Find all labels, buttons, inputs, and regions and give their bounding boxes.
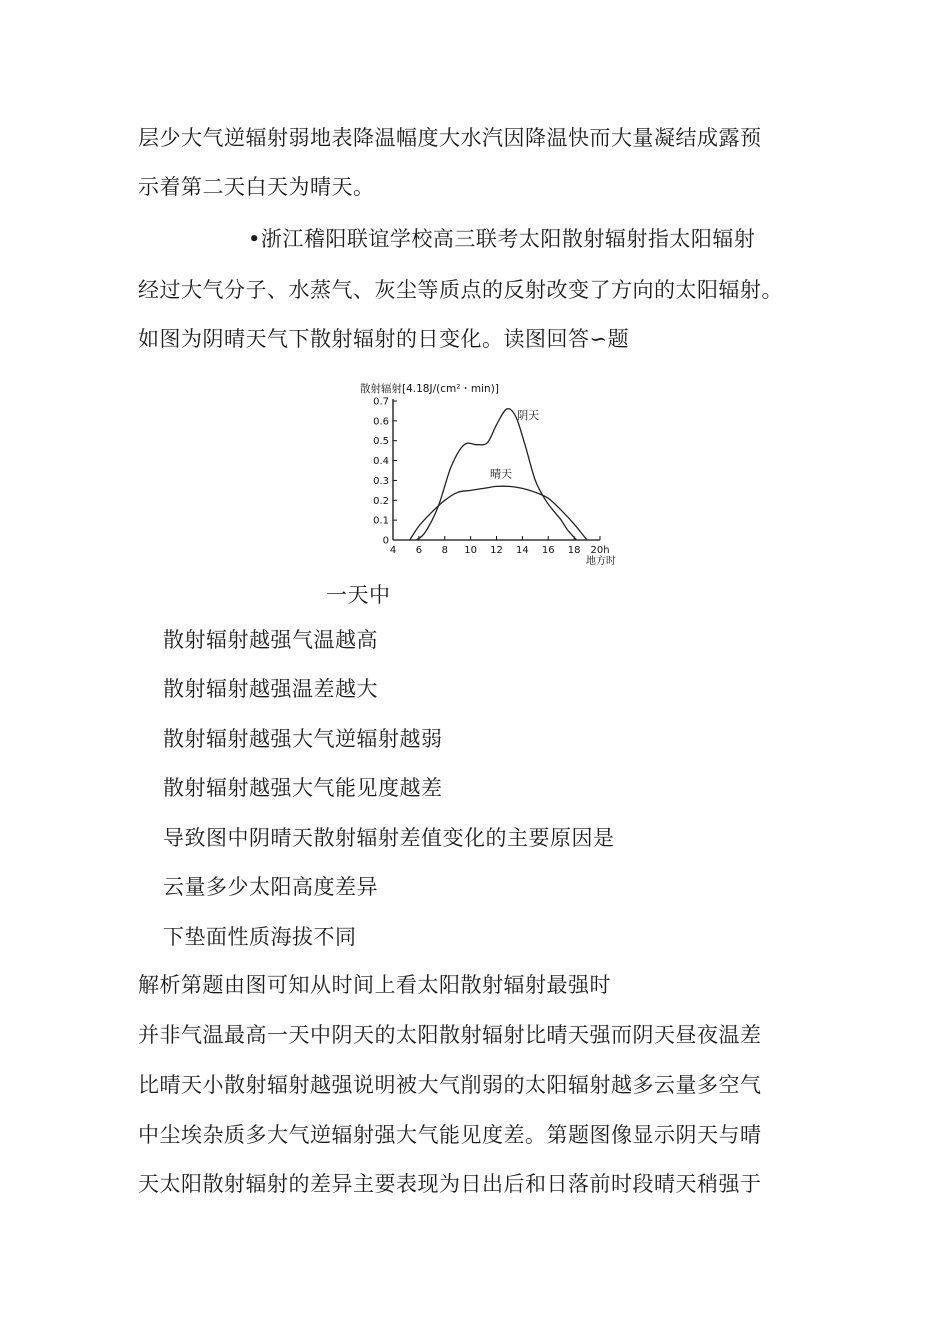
analysis-line: 比晴天小散射辐射越强说明被大气削弱的太阳辐射越多云量多空气 [138,1073,762,1097]
x-tick-label: 4 [389,545,397,556]
x-tick-label: 12 [490,545,503,556]
diffuse-radiation-chart [352,378,632,573]
series-label-overcast: 阴天 [517,408,540,422]
y-tick-label: 0.6 [373,416,389,428]
x-axis-label: 地方时 [586,556,616,567]
analysis-line: 解析第题由图可知从时间上看太阳散射辐射最强时 [138,973,611,997]
y-tick-label: 0.5 [373,436,389,448]
analysis-line: 并非气温最高一天中阴天的太阳散射辐射比晴天强而阴天昼夜温差 [138,1023,762,1047]
analysis-line: 天太阳散射辐射的差异主要表现为日出后和日落前时段晴天稍强于 [138,1172,762,1196]
question-intro-line: 如图为阴晴天气下散射辐射的日变化。读图回答∽题 [138,327,630,351]
series-label-sunny: 晴天 [490,467,513,481]
chart-svg [352,378,632,573]
x-tick-label: 10 [464,545,477,556]
option-q1: 散射辐射越强大气逆辐射越弱 [163,727,443,751]
x-tick-label: 18 [567,545,581,556]
y-tick-label: 0.1 [373,515,389,527]
paragraph-line: 示着第二天白天为晴天。 [138,175,375,199]
question-intro-line: •浙江稽阳联谊学校高三联考太阳散射辐射指太阳辐射 [248,227,756,251]
question-2: 导致图中阴晴天散射辐射差值变化的主要原因是 [163,826,615,850]
y-tick-label: 0 [382,535,389,547]
x-tick-label: 8 [441,545,448,556]
option-q1: 散射辐射越强气温越高 [163,628,378,652]
option-q1: 散射辐射越强温差越大 [163,677,378,701]
option-q1: 散射辐射越强大气能见度越差 [163,776,443,800]
question-intro-line: 经过大气分子、水蒸气、灰尘等质点的反射改变了方向的太阳辐射。 [138,278,783,302]
series-line-sunny [410,486,587,540]
y-tick-label: 0.4 [373,456,389,468]
y-tick-label: 0.7 [373,396,389,408]
option-q2: 云量多少太阳高度差异 [163,875,378,899]
x-tick-label: 20h [590,545,610,556]
x-tick-label: 6 [415,545,423,556]
x-tick-label: 16 [541,545,555,556]
y-axis-label: 散射辐射[4.18J/(cm²・min)] [360,383,499,395]
analysis-line: 中尘埃杂质多大气逆辐射强大气能见度差。第题图像显示阴天与晴 [138,1123,762,1147]
y-tick-label: 0.2 [373,495,389,507]
x-tick-label: 14 [516,545,529,556]
paragraph-line: 层少大气逆辐射弱地表降温幅度大水汽因降温快而大量凝结成露预 [138,126,762,150]
fragment-text: 一天中 [326,583,391,607]
option-q2: 下垫面性质海拔不同 [163,925,357,949]
y-tick-label: 0.3 [373,475,389,487]
